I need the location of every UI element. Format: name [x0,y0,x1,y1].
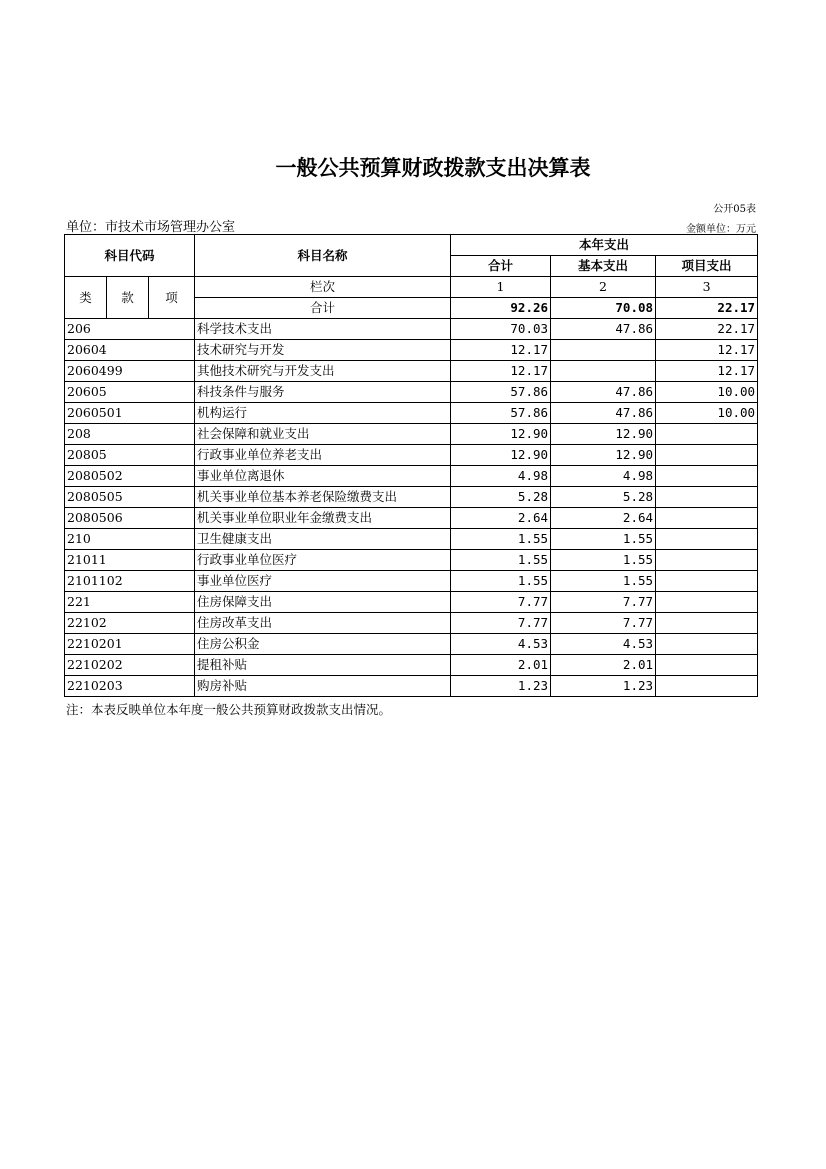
table-row [65,340,758,361]
total-sum: 92.26 [451,298,551,319]
header-name: 科目名称 [195,235,451,277]
header-current-year: 本年支出 [451,235,758,256]
row-name: 住房保障支出 [195,592,451,613]
row-project [656,424,758,445]
row-name: 科技条件与服务 [195,382,451,403]
row-total: 5.28 [451,487,551,508]
row-project: 10.00 [656,403,758,424]
table-row [65,487,758,508]
row-code: 221 [65,592,195,613]
table-row [65,508,758,529]
row-code: 22102 [65,613,195,634]
row-basic: 7.77 [551,592,656,613]
header-col-1: 1 [451,277,551,298]
row-code: 2060501 [65,403,195,424]
header-row-1 [65,235,758,256]
expenditure-table [64,234,758,697]
header-lei: 类 [65,277,107,319]
row-basic: 2.01 [551,655,656,676]
row-total: 2.01 [451,655,551,676]
row-basic: 47.86 [551,382,656,403]
table-row [65,613,758,634]
row-basic [551,361,656,382]
row-basic: 1.55 [551,571,656,592]
total-basic: 70.08 [551,298,656,319]
row-code: 2080505 [65,487,195,508]
row-total: 57.86 [451,403,551,424]
row-name: 机关事业单位职业年金缴费支出 [195,508,451,529]
header-column-no: 栏次 [195,277,451,298]
row-project [656,550,758,571]
row-total: 12.90 [451,445,551,466]
row-project: 12.17 [656,340,758,361]
total-label: 合计 [195,298,451,319]
row-project [656,487,758,508]
row-name: 技术研究与开发 [195,340,451,361]
row-total: 1.55 [451,529,551,550]
form-number: 公开05表 [713,204,756,215]
table-row [65,592,758,613]
row-project [656,676,758,697]
table-row [65,676,758,697]
row-name: 事业单位医疗 [195,571,451,592]
row-code: 210 [65,529,195,550]
row-total: 4.53 [451,634,551,655]
row-project [656,529,758,550]
table-row [65,655,758,676]
table-row [65,445,758,466]
row-basic: 4.98 [551,466,656,487]
row-project [656,592,758,613]
row-code: 2080506 [65,508,195,529]
header-col-2: 2 [551,277,656,298]
row-code: 208 [65,424,195,445]
row-project [656,613,758,634]
table-row [65,571,758,592]
row-total: 1.23 [451,676,551,697]
total-project: 22.17 [656,298,758,319]
money-unit-label: 金额单位：万元 [686,224,756,235]
row-name: 卫生健康支出 [195,529,451,550]
row-name: 社会保障和就业支出 [195,424,451,445]
row-basic: 12.90 [551,445,656,466]
header-col-3: 3 [656,277,758,298]
row-total: 57.86 [451,382,551,403]
row-basic: 7.77 [551,613,656,634]
row-code: 2210201 [65,634,195,655]
row-project: 10.00 [656,382,758,403]
header-project: 项目支出 [656,256,758,277]
row-total: 12.17 [451,340,551,361]
row-total: 1.55 [451,550,551,571]
row-code: 2060499 [65,361,195,382]
table-row [65,529,758,550]
row-total: 7.77 [451,592,551,613]
table-row [65,361,758,382]
row-code: 206 [65,319,195,340]
row-name: 事业单位离退休 [195,466,451,487]
header-xiang: 项 [149,277,195,319]
row-code: 21011 [65,550,195,571]
page-title: 一般公共预算财政拨款支出决算表 [275,156,591,180]
row-name: 购房补贴 [195,676,451,697]
row-total: 2.64 [451,508,551,529]
table-row [65,550,758,571]
row-name: 提租补贴 [195,655,451,676]
row-basic: 1.55 [551,529,656,550]
row-code: 20604 [65,340,195,361]
row-project [656,634,758,655]
table-note: 注：本表反映单位本年度一般公共预算财政拨款支出情况。 [66,702,392,717]
table-row [65,319,758,340]
table-row [65,424,758,445]
row-total: 12.17 [451,361,551,382]
row-code: 20805 [65,445,195,466]
row-project [656,466,758,487]
header-kuan: 款 [107,277,149,319]
row-basic: 1.23 [551,676,656,697]
row-project [656,445,758,466]
row-project: 12.17 [656,361,758,382]
row-name: 机关事业单位基本养老保险缴费支出 [195,487,451,508]
row-basic: 47.86 [551,319,656,340]
header-row-3 [65,277,758,298]
row-name: 科学技术支出 [195,319,451,340]
row-code: 2101102 [65,571,195,592]
table-row [65,403,758,424]
row-code: 2080502 [65,466,195,487]
row-project [656,508,758,529]
table-row [65,466,758,487]
table-row [65,382,758,403]
row-total: 12.90 [451,424,551,445]
row-basic: 12.90 [551,424,656,445]
row-name: 行政事业单位养老支出 [195,445,451,466]
row-code: 20605 [65,382,195,403]
header-basic: 基本支出 [551,256,656,277]
row-code: 2210203 [65,676,195,697]
row-code: 2210202 [65,655,195,676]
row-project [656,571,758,592]
table-row [65,634,758,655]
row-name: 其他技术研究与开发支出 [195,361,451,382]
row-basic: 5.28 [551,487,656,508]
row-total: 4.98 [451,466,551,487]
row-project: 22.17 [656,319,758,340]
row-name: 住房改革支出 [195,613,451,634]
row-basic [551,340,656,361]
header-code: 科目代码 [65,235,195,277]
row-basic: 2.64 [551,508,656,529]
row-name: 行政事业单位医疗 [195,550,451,571]
row-basic: 1.55 [551,550,656,571]
row-total: 1.55 [451,571,551,592]
row-name: 机构运行 [195,403,451,424]
row-project [656,655,758,676]
row-name: 住房公积金 [195,634,451,655]
row-basic: 47.86 [551,403,656,424]
header-total: 合计 [451,256,551,277]
row-total: 70.03 [451,319,551,340]
unit-label: 单位：市技术市场管理办公室 [66,220,236,235]
row-basic: 4.53 [551,634,656,655]
row-total: 7.77 [451,613,551,634]
